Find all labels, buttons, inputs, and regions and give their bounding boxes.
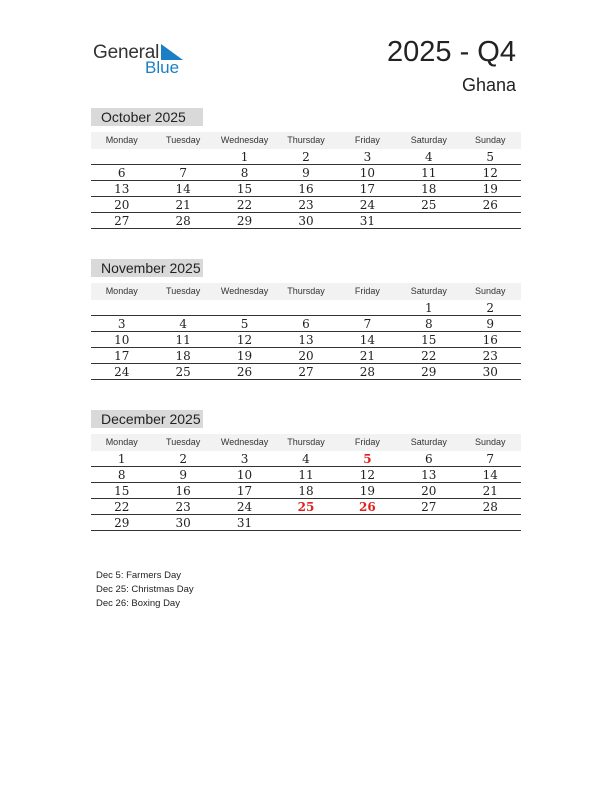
day-cell: 31 [359,214,376,228]
week-row [91,348,521,364]
day-cell: 6 [425,452,433,466]
weekday-label: Sunday [474,135,506,145]
day-cell: 8 [240,166,249,180]
day-cell: 23 [175,500,191,514]
day-cell: 20 [298,349,314,363]
day-cell: 3 [117,317,126,331]
day-cell: 23 [298,198,314,212]
day-cell: 28 [175,214,191,228]
day-cell: 18 [298,484,314,498]
weekday-label: Tuesday [166,437,201,447]
week-row [91,316,521,332]
day-cell [91,149,152,164]
day-cell: 16 [175,484,191,498]
day-cell: 15 [236,182,253,196]
month-title: October 2025 [91,108,203,126]
day-cell: 19 [359,484,376,498]
holiday-note: Dec 25: Christmas Day [96,584,194,595]
day-cell: 2 [302,150,310,164]
weekday-label: Sunday [474,286,506,296]
country-name: Ghana [461,75,516,95]
day-cell: 30 [298,214,314,228]
day-cell: 14 [359,333,376,347]
day-cell [91,300,152,315]
month-title: December 2025 [91,410,203,428]
week-row [91,483,521,499]
day-cell: 16 [298,182,314,196]
day-cell: 22 [114,500,130,514]
week-row [91,499,521,515]
day-cell: 3 [240,452,249,466]
day-cell: 5 [486,150,495,164]
day-cell: 27 [298,365,314,379]
day-cell: 24 [236,500,253,514]
day-cell: 21 [359,349,376,363]
day-cell: 5 [240,317,249,331]
day-cell: 22 [421,349,437,363]
month-grid [91,451,521,531]
weekday-label: Thursday [287,437,325,447]
day-cell: 27 [114,214,130,228]
day-cell: 4 [179,317,187,331]
day-cell: 26 [359,500,376,514]
weekday-label: Friday [354,135,380,145]
day-cell: 4 [425,150,433,164]
day-cell [460,213,521,228]
holiday-note: Dec 5: Farmers Day [96,570,181,581]
day-cell: 12 [236,333,253,347]
day-cell [398,515,459,530]
day-cell: 2 [486,301,495,315]
day-cell: 25 [175,365,191,379]
day-cell: 14 [175,182,191,196]
day-cell: 17 [114,349,130,363]
day-cell: 26 [482,198,498,212]
day-cell: 7 [363,317,372,331]
quarter-title: 2025 - Q4 [387,36,516,68]
day-cell: 30 [175,516,191,530]
weekday-label: Monday [105,437,138,447]
holiday-notes [96,569,194,611]
week-row [91,332,521,348]
week-row [91,213,521,229]
weekday-label: Sunday [474,437,506,447]
day-cell [214,300,275,315]
day-cell: 20 [114,198,130,212]
day-cell: 21 [482,484,498,498]
day-cell: 19 [236,349,253,363]
day-cell: 12 [482,166,498,180]
day-cell: 31 [236,516,253,530]
generalblue-logo [93,42,203,78]
month-october [91,108,521,229]
day-cell: 22 [236,198,253,212]
day-cell [337,515,398,530]
day-cell: 23 [482,349,498,363]
day-cell: 25 [421,198,437,212]
weekday-label: Saturday [410,135,447,145]
week-row [91,451,521,467]
week-row [91,300,521,316]
weekday-label: Monday [105,286,138,296]
day-cell: 9 [179,468,187,482]
day-cell: 9 [302,166,310,180]
day-cell: 28 [359,365,376,379]
week-row [91,197,521,213]
day-cell: 12 [359,468,376,482]
month-grid [91,149,521,229]
day-cell: 2 [179,452,187,466]
day-cell: 27 [421,500,437,514]
day-cell: 9 [486,317,495,331]
weekday-label: Wednesday [220,437,269,447]
weekday-header [91,434,521,451]
day-cell: 4 [302,452,310,466]
day-cell: 24 [359,198,376,212]
day-cell: 10 [359,166,376,180]
day-cell: 29 [114,516,130,530]
day-cell: 28 [482,500,498,514]
weekday-label: Thursday [287,135,325,145]
weekday-label: Wednesday [220,135,269,145]
weekday-header [91,132,521,149]
day-cell: 14 [482,468,498,482]
day-cell: 1 [425,301,433,315]
month-grid [91,300,521,380]
day-cell: 11 [298,468,314,482]
day-cell: 7 [486,452,495,466]
weekday-label: Wednesday [220,286,269,296]
week-row [91,181,521,197]
week-row [91,165,521,181]
day-cell: 13 [421,468,437,482]
week-row [91,467,521,483]
day-cell: 11 [175,333,191,347]
day-cell [152,149,213,164]
weekday-label: Saturday [410,286,447,296]
day-cell: 19 [482,182,498,196]
day-cell: 30 [482,365,498,379]
day-cell: 10 [236,468,253,482]
weekday-label: Tuesday [166,135,201,145]
week-row [91,515,521,531]
day-cell: 15 [114,484,130,498]
logo-word-blue: Blue [145,58,180,77]
day-cell [337,300,398,315]
holiday-note: Dec 26: Boxing Day [96,598,180,609]
day-cell [152,300,213,315]
day-cell: 26 [236,365,253,379]
day-cell: 3 [363,150,372,164]
weekday-label: Tuesday [166,286,201,296]
weekday-label: Friday [354,437,380,447]
day-cell: 21 [175,198,191,212]
weekday-label: Friday [354,286,380,296]
day-cell: 13 [298,333,314,347]
week-row [91,364,521,380]
day-cell: 17 [359,182,376,196]
day-cell [275,515,336,530]
day-cell: 15 [421,333,437,347]
weekday-header [91,283,521,300]
day-cell: 18 [175,349,191,363]
day-cell: 6 [117,166,126,180]
day-cell: 8 [117,468,126,482]
day-cell: 7 [179,166,187,180]
day-cell: 17 [236,484,253,498]
logo-word-general: General [93,42,160,63]
day-cell: 1 [117,452,126,466]
weekday-label: Thursday [287,286,325,296]
day-cell: 13 [114,182,130,196]
day-cell: 16 [482,333,498,347]
day-cell: 20 [421,484,437,498]
month-title: November 2025 [91,259,203,277]
day-cell: 29 [236,214,253,228]
day-cell: 18 [421,182,437,196]
day-cell: 29 [421,365,437,379]
week-row [91,149,521,165]
weekday-label: Monday [105,135,138,145]
month-december [91,410,521,531]
day-cell: 24 [114,365,130,379]
day-cell [460,515,521,530]
day-cell: 8 [425,317,433,331]
day-cell: 25 [297,500,315,514]
day-cell: 6 [302,317,310,331]
day-cell: 5 [363,452,372,466]
day-cell [275,300,336,315]
month-november [91,259,521,380]
day-cell: 1 [240,150,249,164]
weekday-label: Saturday [410,437,447,447]
day-cell: 11 [421,166,437,180]
day-cell [398,213,459,228]
day-cell: 10 [114,333,130,347]
